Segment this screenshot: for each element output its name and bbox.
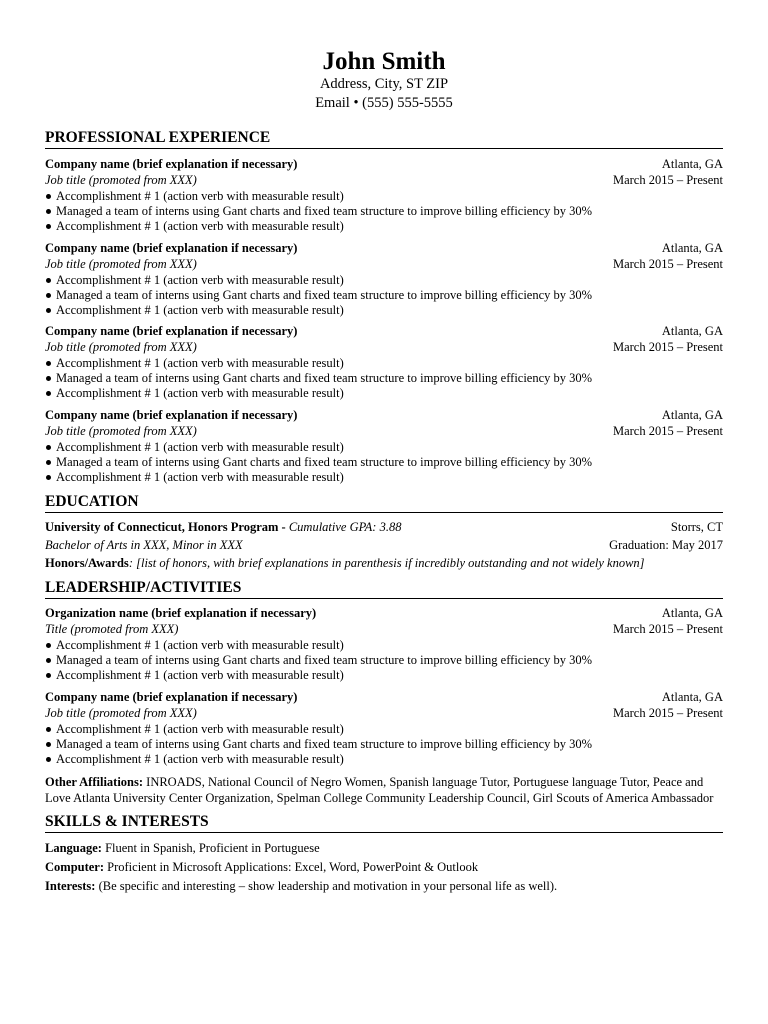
bullet-icon — [46, 757, 51, 762]
bullet-text: Accomplishment # 1 (action verb with measurable result) — [56, 638, 344, 652]
affiliations-text: INROADS, National Council of Negro Women, Spanish language Tutor, Portuguese language Tutor, Peace and Love Atlanta University Center Organization, Spelman College Community Leadership Council, Girl Scouts of America Ambassador — [45, 775, 714, 805]
bullet-icon — [46, 293, 51, 298]
computer-label: Computer: — [45, 860, 105, 874]
entry-role: Job title (promoted from XXX) — [45, 424, 197, 438]
bullet-item — [45, 653, 723, 668]
bullet-text: Accomplishment # 1 (action verb with measurable result) — [56, 273, 344, 287]
bullet-icon — [46, 643, 51, 648]
bullet-item — [45, 440, 723, 455]
bullet-list — [45, 356, 723, 401]
bullet-item — [45, 303, 723, 318]
bullet-item — [45, 288, 723, 303]
interests-text: (Be specific and interesting – show leadership and motivation in your personal life as well). — [95, 879, 558, 893]
bullet-item — [45, 722, 723, 737]
bullet-icon — [46, 194, 51, 199]
skill-language — [45, 840, 723, 856]
bullet-item — [45, 737, 723, 752]
entry-dates: March 2015 – Present — [612, 622, 723, 636]
entry-role: Title (promoted from XXX) — [45, 622, 179, 636]
bullet-icon — [46, 742, 51, 747]
experience-entry — [45, 324, 723, 401]
bullet-item — [45, 638, 723, 653]
candidate-name: John Smith — [322, 48, 446, 75]
bullet-text: Accomplishment # 1 (action verb with measurable result) — [56, 386, 344, 400]
bullet-icon — [46, 673, 51, 678]
education-entry — [45, 520, 723, 572]
honors-text: : [list of honors, with brief explanations in parenthesis if incredibly outstanding and not widely known] — [128, 556, 645, 570]
bullet-text: Accomplishment # 1 (action verb with measurable result) — [56, 752, 344, 766]
leadership-entry — [45, 606, 723, 683]
bullet-text: Managed a team of interns using Gant charts and fixed team structure to improve billing efficiency by 30% — [56, 455, 593, 469]
bullet-icon — [46, 224, 51, 229]
entry-role: Job title (promoted from XXX) — [45, 257, 197, 271]
affiliations-label: Other Affiliations: — [45, 775, 144, 789]
bullet-item — [45, 356, 723, 371]
bullet-icon — [46, 308, 51, 313]
bullet-text: Accomplishment # 1 (action verb with measurable result) — [56, 668, 344, 682]
degree: Bachelor of Arts in XXX, Minor in XXX — [45, 538, 243, 552]
bullet-list — [45, 189, 723, 234]
bullet-text: Accomplishment # 1 (action verb with measurable result) — [56, 356, 344, 370]
bullet-icon — [46, 727, 51, 732]
bullet-item — [45, 273, 723, 288]
entry-organization: Organization name (brief explanation if necessary) — [45, 606, 317, 620]
entry-dates: March 2015 – Present — [612, 424, 723, 438]
other-affiliations — [45, 775, 723, 806]
experience-entry — [45, 157, 723, 234]
entry-organization: Company name (brief explanation if necessary) — [45, 690, 298, 704]
section-title-skills: SKILLS & INTERESTS — [45, 813, 723, 833]
experience-entry — [45, 408, 723, 485]
entry-location: Atlanta, GA — [661, 157, 723, 171]
bullet-item — [45, 204, 723, 219]
computer-text: Proficient in Microsoft Applications: Excel, Word, PowerPoint & Outlook — [104, 860, 479, 874]
skill-computer — [45, 859, 723, 875]
bullet-icon — [46, 209, 51, 214]
bullet-icon — [46, 475, 51, 480]
entry-organization: Company name (brief explanation if necessary) — [45, 408, 298, 422]
address-line: Address, City, ST ZIP — [319, 76, 449, 92]
bullet-item — [45, 386, 723, 401]
bullet-list — [45, 273, 723, 318]
bullet-item — [45, 371, 723, 386]
bullet-item — [45, 189, 723, 204]
bullet-text: Managed a team of interns using Gant charts and fixed team structure to improve billing efficiency by 30% — [56, 653, 593, 667]
entry-dates: March 2015 – Present — [612, 706, 723, 720]
entry-organization: Company name (brief explanation if necessary) — [45, 241, 298, 255]
bullet-text: Managed a team of interns using Gant charts and fixed team structure to improve billing efficiency by 30% — [56, 371, 593, 385]
entry-location: Atlanta, GA — [661, 606, 723, 620]
bullet-icon — [46, 376, 51, 381]
bullet-icon — [46, 278, 51, 283]
entry-location: Atlanta, GA — [661, 690, 723, 704]
bullet-text: Managed a team of interns using Gant charts and fixed team structure to improve billing efficiency by 30% — [56, 204, 593, 218]
section-title-experience: PROFESSIONAL EXPERIENCE — [45, 129, 723, 149]
language-text: Fluent in Spanish, Proficient in Portuguese — [101, 841, 320, 855]
entry-dates: March 2015 – Present — [612, 257, 723, 271]
bullet-text: Accomplishment # 1 (action verb with measurable result) — [56, 189, 344, 203]
bullet-item — [45, 455, 723, 470]
bullet-item — [45, 752, 723, 767]
entry-dates: March 2015 – Present — [612, 340, 723, 354]
skill-interests — [45, 878, 723, 894]
contact-line: Email • (555) 555-5555 — [315, 95, 453, 111]
entry-dates: March 2015 – Present — [612, 173, 723, 187]
bullet-text: Accomplishment # 1 (action verb with measurable result) — [56, 303, 344, 317]
bullet-text: Managed a team of interns using Gant charts and fixed team structure to improve billing efficiency by 30% — [56, 737, 593, 751]
graduation-date: Graduation: May 2017 — [609, 538, 723, 552]
entry-role: Job title (promoted from XXX) — [45, 340, 197, 354]
experience-entry — [45, 241, 723, 318]
bullet-text: Accomplishment # 1 (action verb with measurable result) — [56, 219, 344, 233]
section-title-leadership: LEADERSHIP/ACTIVITIES — [45, 579, 723, 599]
interests-label: Interests: — [45, 879, 96, 893]
bullet-icon — [46, 658, 51, 663]
bullet-list — [45, 440, 723, 485]
entry-role: Job title (promoted from XXX) — [45, 173, 197, 187]
honors-label: Honors/Awards — [45, 556, 129, 570]
bullet-text: Accomplishment # 1 (action verb with measurable result) — [56, 722, 344, 736]
bullet-list — [45, 722, 723, 767]
entry-role: Job title (promoted from XXX) — [45, 706, 197, 720]
bullet-icon — [46, 460, 51, 465]
bullet-text: Accomplishment # 1 (action verb with measurable result) — [56, 440, 344, 454]
bullet-text: Accomplishment # 1 (action verb with measurable result) — [56, 470, 344, 484]
bullet-icon — [46, 391, 51, 396]
bullet-item — [45, 219, 723, 234]
bullet-list — [45, 638, 723, 683]
bullet-icon — [46, 361, 51, 366]
bullet-item — [45, 470, 723, 485]
gpa: Cumulative GPA: 3.88 — [288, 520, 402, 534]
bullet-item — [45, 668, 723, 683]
school-name: University of Connecticut, Honors Program - — [45, 520, 286, 534]
entry-location: Atlanta, GA — [661, 324, 723, 338]
entry-location: Atlanta, GA — [661, 241, 723, 255]
bullet-icon — [46, 445, 51, 450]
section-title-education: EDUCATION — [45, 493, 723, 513]
school-location: Storrs, CT — [670, 520, 723, 534]
entry-organization: Company name (brief explanation if necessary) — [45, 157, 298, 171]
leadership-entry — [45, 690, 723, 767]
entry-organization: Company name (brief explanation if necessary) — [45, 324, 298, 338]
entry-location: Atlanta, GA — [661, 408, 723, 422]
language-label: Language: — [45, 841, 102, 855]
bullet-text: Managed a team of interns using Gant charts and fixed team structure to improve billing efficiency by 30% — [56, 288, 593, 302]
